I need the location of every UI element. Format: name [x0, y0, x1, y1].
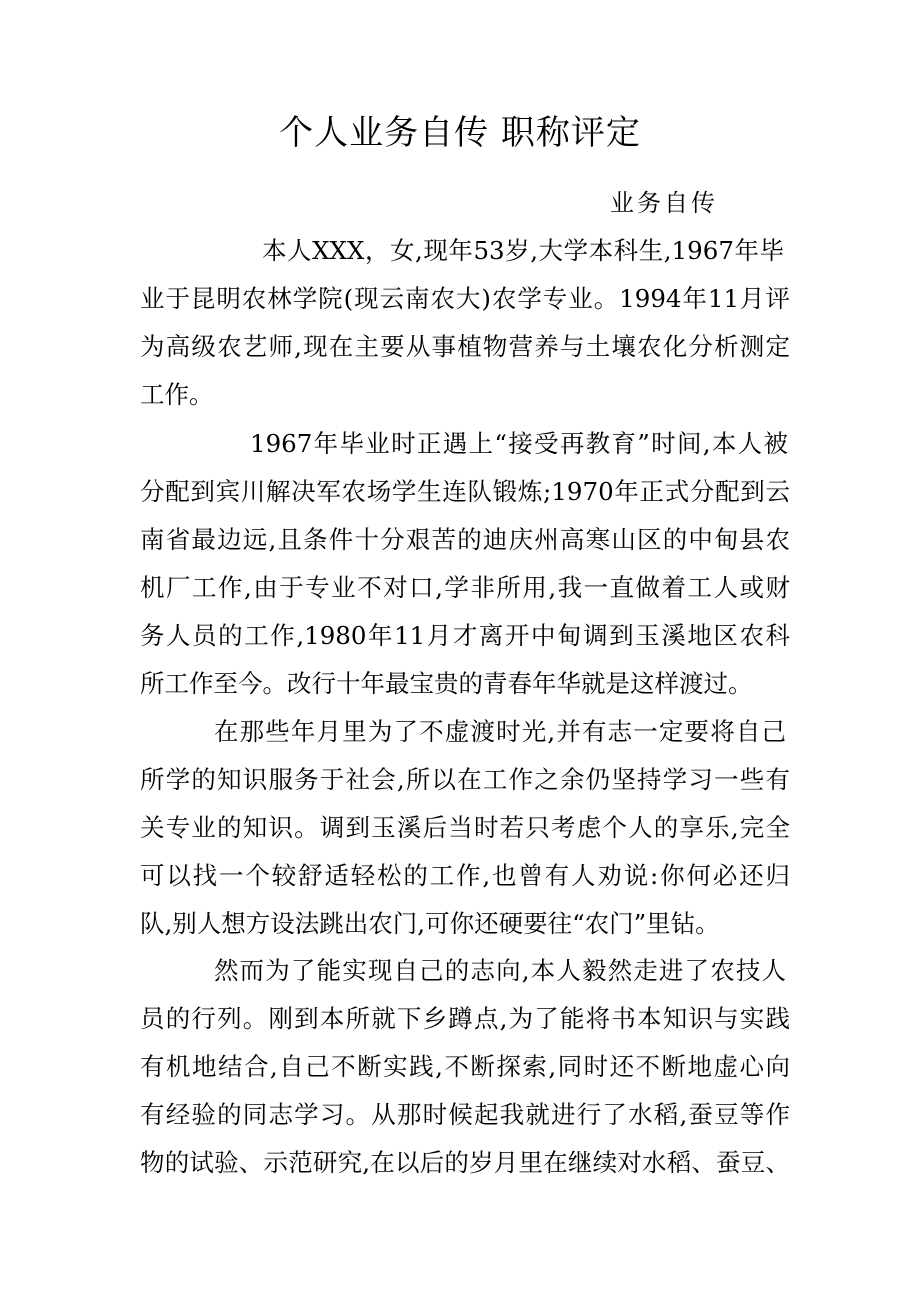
paragraph-line: 所工作至今。改行十年最宝贵的青春年华就是这样渡过。 [140, 669, 753, 698]
paragraph-line: 员的行列。刚到本所就下乡蹲点,为了能将书本知识与实践 [140, 1004, 790, 1033]
paragraph-line: 1967年毕业时正遇上“接受再教育”时间,本人被 [250, 429, 788, 458]
paragraph-line: 本人XXX，女,现年53岁,大学本科生,1967年毕 [262, 236, 784, 265]
paragraph-line: 物的试验、示范研究,在以后的岁月里在继续对水稻、蚕豆、 [140, 1148, 790, 1177]
paragraph-line: 工作。 [140, 380, 214, 409]
paragraph-line: 关专业的知识。调到玉溪后当时若只考虑个人的享乐,完全 [140, 813, 790, 842]
paragraph-line: 为高级农艺师,现在主要从事植物营养与土壤农化分析测定 [140, 332, 790, 361]
paragraph-line: 南省最边远,且条件十分艰苦的迪庆州高寒山区的中甸县农 [140, 525, 790, 554]
page-title: 个人业务自传 职称评定 [279, 113, 641, 153]
paragraph-line: 业于昆明农林学院(现云南农大)农学专业。1994年11月评 [140, 284, 790, 313]
paragraph-line: 在那些年月里为了不虚渡时光,并有志一定要将自己 [214, 717, 786, 746]
paragraph-line: 分配到宾川解决军农场学生连队锻炼;1970年正式分配到云 [140, 477, 790, 506]
paragraph-line: 务人员的工作,1980年11月才离开中甸调到玉溪地区农科 [140, 621, 790, 650]
paragraph-line: 队,别人想方设法跳出农门,可你还硬要往“农门”里钻。 [140, 909, 720, 938]
paragraph-line: 有经验的同志学习。从那时候起我就进行了水稻,蚕豆等作 [140, 1100, 790, 1129]
paragraph-line: 机厂工作,由于专业不对口,学非所用,我一直做着工人或财 [140, 573, 790, 602]
paragraph-line: 所学的知识服务于社会,所以在工作之余仍坚持学习一些有 [140, 765, 790, 794]
paragraph-line: 然而为了能实现自己的志向,本人毅然走进了农技人 [214, 956, 786, 985]
paragraph-line: 有机地结合,自己不断实践,不断探索,同时还不断地虚心向 [140, 1052, 790, 1081]
section-heading: 业务自传 [610, 189, 718, 217]
paragraph-line: 可以找一个较舒适轻松的工作,也曾有人劝说:你何必还归 [140, 861, 790, 890]
